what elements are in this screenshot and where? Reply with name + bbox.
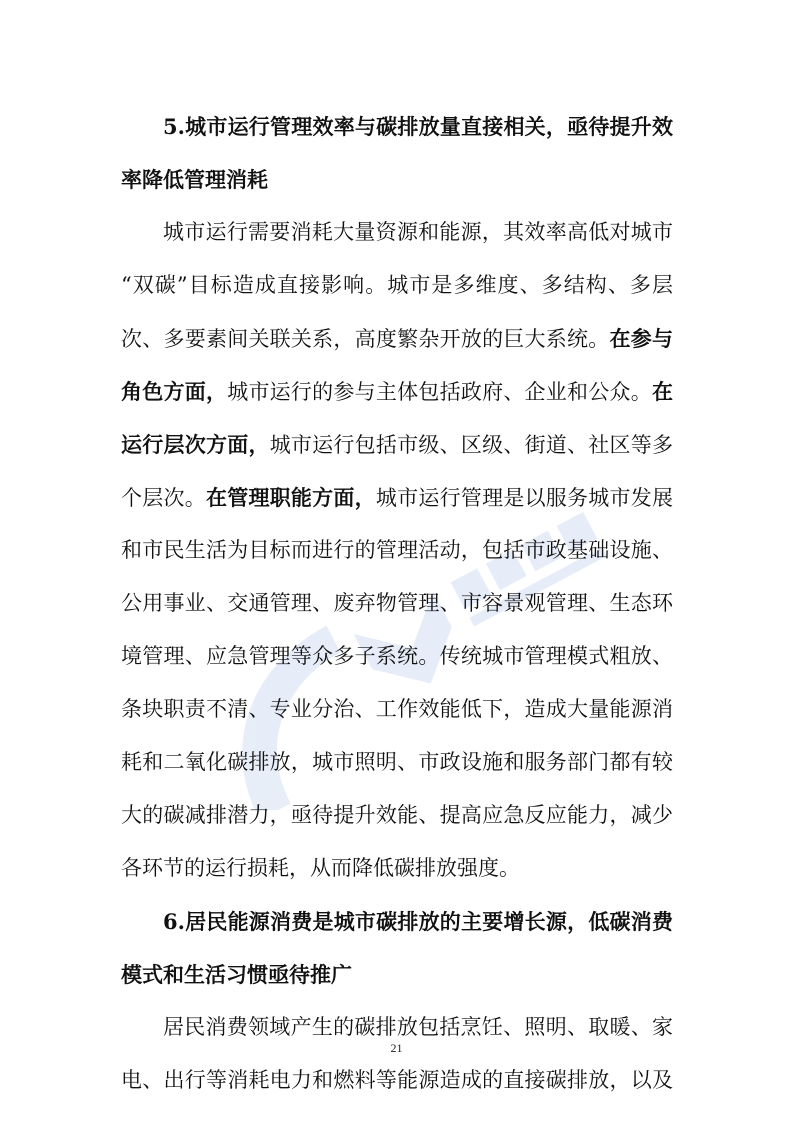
text-line — [121, 683, 673, 736]
text-segment: 境管理、应急管理等众多子系统。传统城市管理模式粗放、 — [121, 644, 673, 668]
text-segment: 城市运行管理是以服务城市发展 — [375, 486, 673, 510]
text-segment: 各环节的运行损耗，从而降低碳排放强度。 — [121, 856, 520, 880]
bold-text-segment: 6.居民能源消费是城市碳排放的主要增长源，低碳消费 — [163, 909, 673, 934]
bold-text-segment: 在参与 — [609, 326, 673, 351]
text-segment: 和市民生活为目标而进行的管理活动，包括市政基础设施、 — [121, 538, 673, 562]
page-number: 21 — [390, 1041, 403, 1055]
text-segment: “双碳”目标造成直接影响。城市是多维度、多结构、多层 — [121, 273, 673, 297]
text-line — [121, 630, 673, 683]
text-segment: 城市运行的参与主体包括政府、企业和公众。 — [227, 380, 653, 404]
text-line — [121, 153, 673, 206]
text-segment: 大的碳减排潜力，亟待提升效能、提高应急反应能力，减少 — [121, 803, 673, 827]
text-line — [121, 471, 673, 524]
bold-text-segment: 在管理职能方面， — [205, 485, 376, 510]
bold-text-segment: 率降低管理消耗 — [121, 167, 268, 192]
text-segment: 个层次。 — [121, 486, 206, 510]
text-line — [121, 524, 673, 577]
text-line — [121, 312, 673, 365]
text-line — [121, 948, 673, 1001]
text-segment: 耗和二氧化碳排放，城市照明、市政设施和服务部门都有较 — [121, 750, 673, 774]
text-line — [121, 1054, 673, 1107]
text-segment: 电、出行等消耗电力和燃料等能源造成的直接碳排放，以及 — [121, 1068, 673, 1092]
text-segment: 城市运行需要消耗大量资源和能源，其效率高低对城市 — [163, 220, 673, 244]
text-line — [121, 789, 673, 842]
text-line — [121, 577, 673, 630]
bold-text-segment: 在 — [652, 379, 673, 404]
text-segment: 城市运行包括市级、区级、街道、社区等多 — [269, 433, 673, 457]
bold-text-segment: 模式和生活习惯亟待推广 — [121, 962, 352, 987]
bold-text-segment: 角色方面， — [121, 379, 228, 404]
text-line — [121, 365, 673, 418]
text-line — [121, 206, 673, 259]
text-segment: 居民消费领域产生的碳排放包括烹饪、照明、取暖、家 — [163, 1015, 673, 1039]
text-segment: 次、多要素间关联关系，高度繁杂开放的巨大系统。 — [121, 327, 610, 351]
text-line — [121, 736, 673, 789]
text-line — [121, 842, 673, 895]
text-segment: 公用事业、交通管理、废弃物管理、市容景观管理、生态环 — [121, 591, 673, 615]
text-line — [121, 895, 673, 948]
text-line — [121, 259, 673, 312]
text-segment: 条块职责不清、专业分治、工作效能低下，造成大量能源消 — [121, 697, 673, 721]
bold-text-segment: 5.城市运行管理效率与碳排放量直接相关，亟待提升效 — [163, 114, 673, 139]
text-line — [121, 418, 673, 471]
text-line — [121, 100, 673, 153]
bold-text-segment: 运行层次方面， — [121, 432, 270, 457]
document-body — [121, 100, 673, 1107]
